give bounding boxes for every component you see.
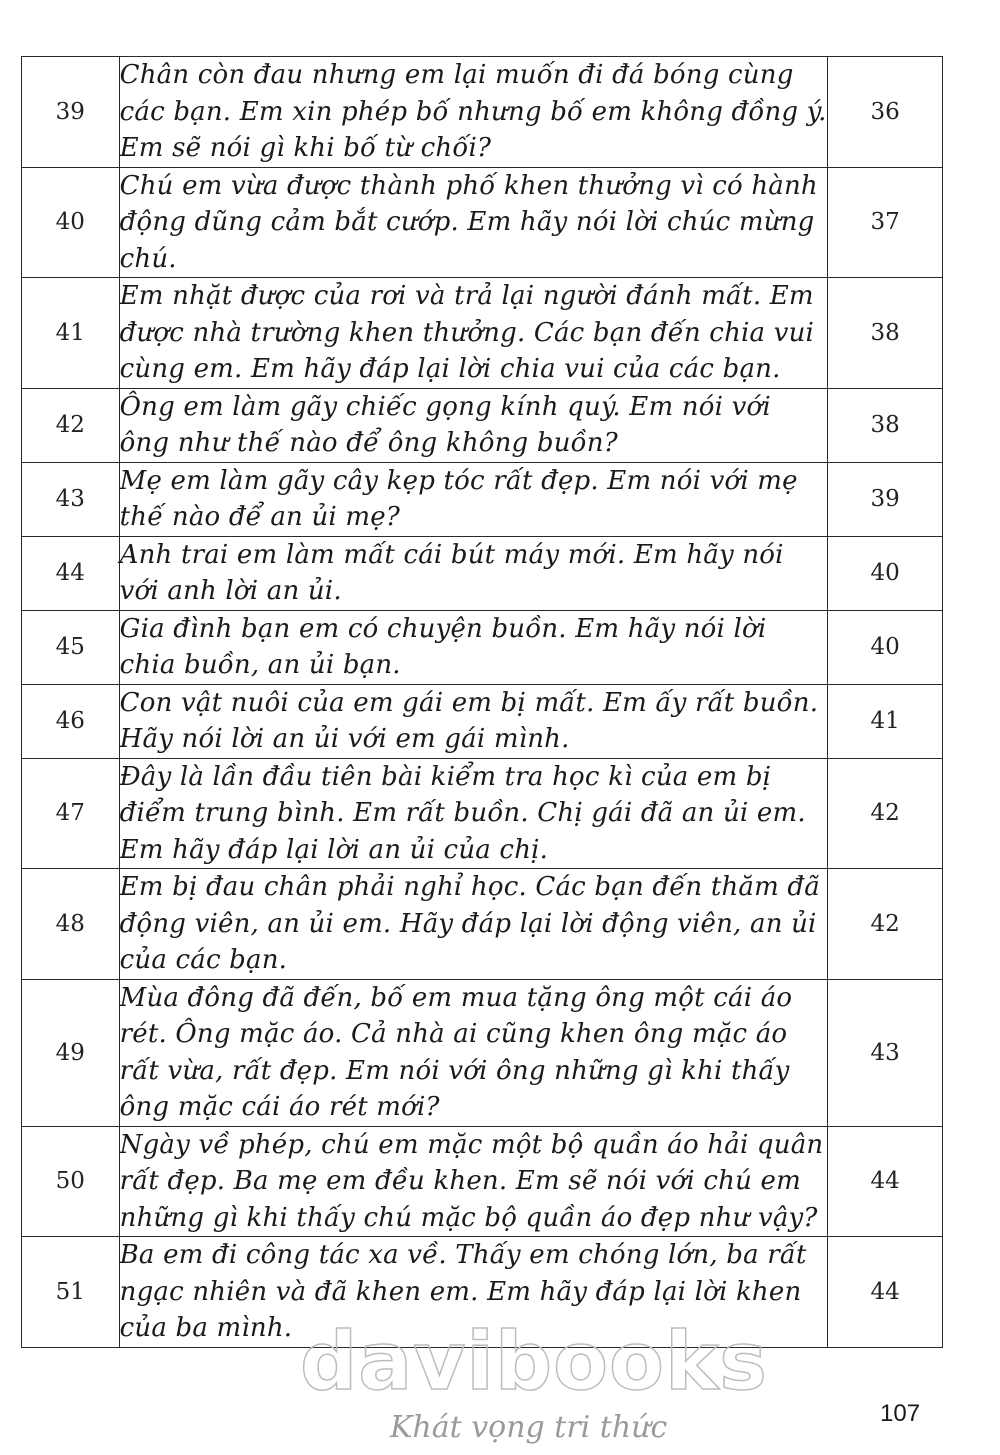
- row-page: 44: [828, 1126, 943, 1237]
- table-row: [22, 1126, 943, 1237]
- table-row: [22, 758, 943, 869]
- row-text: Con vật nuôi của em gái em bị mất. Em ấy rất buồn. Hãy nói lời an ủi với em gái mình.: [119, 684, 828, 758]
- row-text: Chú em vừa được thành phố khen thưởng vì có hành động dũng cảm bắt cướp. Em hãy nói lời chúc mừng chú.: [119, 167, 828, 278]
- watermark-tagline: Khát vọng tri thức: [390, 1410, 668, 1445]
- contents-table-body: [22, 57, 943, 1348]
- row-page: 41: [828, 684, 943, 758]
- row-page: 37: [828, 167, 943, 278]
- row-page: 38: [828, 388, 943, 462]
- row-text: Chân còn đau nhưng em lại muốn đi đá bóng cùng các bạn. Em xin phép bố nhưng bố em không đồng ý. Em sẽ nói gì khi bố từ chối?: [119, 57, 828, 168]
- row-text: Em nhặt được của rơi và trả lại người đánh mất. Em được nhà trường khen thưởng. Các bạn đến chia vui cùng em. Em hãy đáp lại lời chia vui của các bạn.: [119, 278, 828, 389]
- row-page: 42: [828, 758, 943, 869]
- table-row: [22, 278, 943, 389]
- table-row: [22, 167, 943, 278]
- row-number: 42: [22, 388, 120, 462]
- table-row: [22, 869, 943, 980]
- row-text: Mẹ em làm gãy cây kẹp tóc rất đẹp. Em nói với mẹ thế nào để an ủi mẹ?: [119, 462, 828, 536]
- table-row: [22, 684, 943, 758]
- row-number: 44: [22, 536, 120, 610]
- table-row: [22, 610, 943, 684]
- row-page: 44: [828, 1237, 943, 1348]
- row-text: Mùa đông đã đến, bố em mua tặng ông một cái áo rét. Ông mặc áo. Cả nhà ai cũng khen ông mặc áo rất vừa, rất đẹp. Em nói với ông những gì khi thấy ông mặc cái áo rét mới?: [119, 979, 828, 1126]
- row-number: 45: [22, 610, 120, 684]
- row-text: Ba em đi công tác xa về. Thấy em chóng lớn, ba rất ngạc nhiên và đã khen em. Em hãy đáp lại lời khen của ba mình.: [119, 1237, 828, 1348]
- row-number: 48: [22, 869, 120, 980]
- row-page: 40: [828, 610, 943, 684]
- row-text: Ngày về phép, chú em mặc một bộ quần áo hải quân rất đẹp. Ba mẹ em đều khen. Em sẽ nói với chú em những gì khi thấy chú mặc bộ quần áo đẹp như vậy?: [119, 1126, 828, 1237]
- row-text: Em bị đau chân phải nghỉ học. Các bạn đến thăm đã động viên, an ủi em. Hãy đáp lại lời động viên, an ủi của các bạn.: [119, 869, 828, 980]
- row-page: 38: [828, 278, 943, 389]
- table-row: [22, 979, 943, 1126]
- contents-table: [21, 56, 943, 1348]
- page-number: 107: [880, 1400, 921, 1427]
- row-text: Đây là lần đầu tiên bài kiểm tra học kì của em bị điểm trung bình. Em rất buồn. Chị gái đã an ủi em. Em hãy đáp lại lời an ủi của chị.: [119, 758, 828, 869]
- table-row: [22, 462, 943, 536]
- row-page: 42: [828, 869, 943, 980]
- row-number: 41: [22, 278, 120, 389]
- row-number: 47: [22, 758, 120, 869]
- row-number: 49: [22, 979, 120, 1126]
- row-number: 51: [22, 1237, 120, 1348]
- table-row: [22, 388, 943, 462]
- watermark-logo: davibooks: [300, 1315, 768, 1408]
- row-page: 36: [828, 57, 943, 168]
- row-number: 40: [22, 167, 120, 278]
- row-text: Anh trai em làm mất cái bút máy mới. Em hãy nói với anh lời an ủi.: [119, 536, 828, 610]
- row-number: 50: [22, 1126, 120, 1237]
- table-row: [22, 57, 943, 168]
- row-page: 39: [828, 462, 943, 536]
- row-number: 43: [22, 462, 120, 536]
- row-page: 43: [828, 979, 943, 1126]
- row-page: 40: [828, 536, 943, 610]
- table-row: [22, 536, 943, 610]
- row-number: 39: [22, 57, 120, 168]
- row-text: Ông em làm gãy chiếc gọng kính quý. Em nói với ông như thế nào để ông không buồn?: [119, 388, 828, 462]
- row-text: Gia đình bạn em có chuyện buồn. Em hãy nói lời chia buồn, an ủi bạn.: [119, 610, 828, 684]
- row-number: 46: [22, 684, 120, 758]
